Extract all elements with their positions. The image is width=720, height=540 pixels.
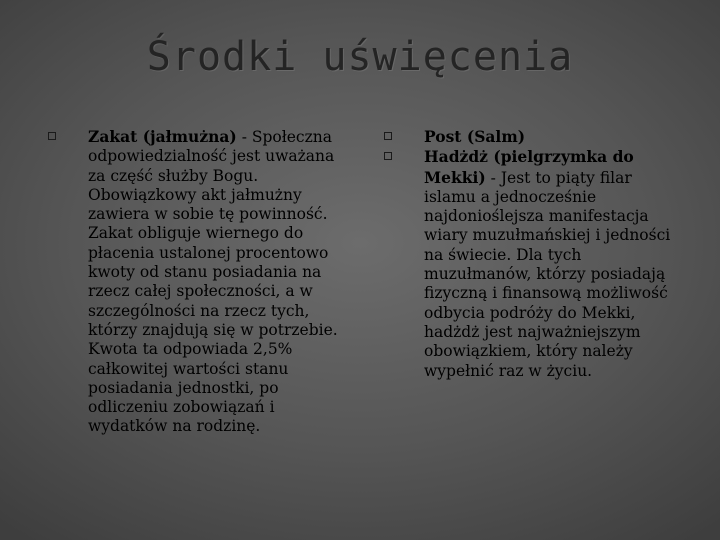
bullet-item-post [384, 127, 684, 147]
bullet-item-hadzdz [384, 147, 684, 381]
item-heading: Post (Salm) [424, 127, 526, 146]
item-text: - Społeczna odpowiedzialność jest uważana za część służby Bogu. Obowiązkowy akt jałmużny zawiera w sobie tę powinność. Zakat obliguje wiernego do płacenia ustalonej procentowo kwoty od stanu posiadania na rzecz całej społeczności, a w szczególności na rzecz tych, którzy znajdują się w potrzebie. Kwota ta odpowiada 2,5% całkowitej wartości stanu posiadania jednostki, po odliczeniu zobowiązań i wydatków na rodzinę. [88, 128, 338, 436]
item-heading: Hadżdż (pielgrzymka do Mekki) [424, 147, 634, 187]
bullet-item-zakat [48, 127, 348, 437]
hollow-square-bullet-icon [384, 152, 392, 160]
hollow-square-bullet-icon [48, 132, 56, 140]
left-column [48, 127, 348, 437]
item-heading: Zakat (jałmużna) [88, 127, 237, 146]
slide-title: Środki uświęcenia [146, 34, 574, 80]
right-column [384, 127, 684, 381]
hollow-square-bullet-icon [384, 132, 392, 140]
item-text: - Jest to piąty filar islamu a jednocześnie najdonioślejsza manifestacja wiary muzułmańskiej i jedności na świecie. Dla tych muzułmanów, którzy posiadają fizyczną i finansową możliwość odbycia podróży do Mekki, hadżdż jest najważniejszym obowiązkiem, który należy wypełnić raz w życiu. [424, 168, 671, 380]
